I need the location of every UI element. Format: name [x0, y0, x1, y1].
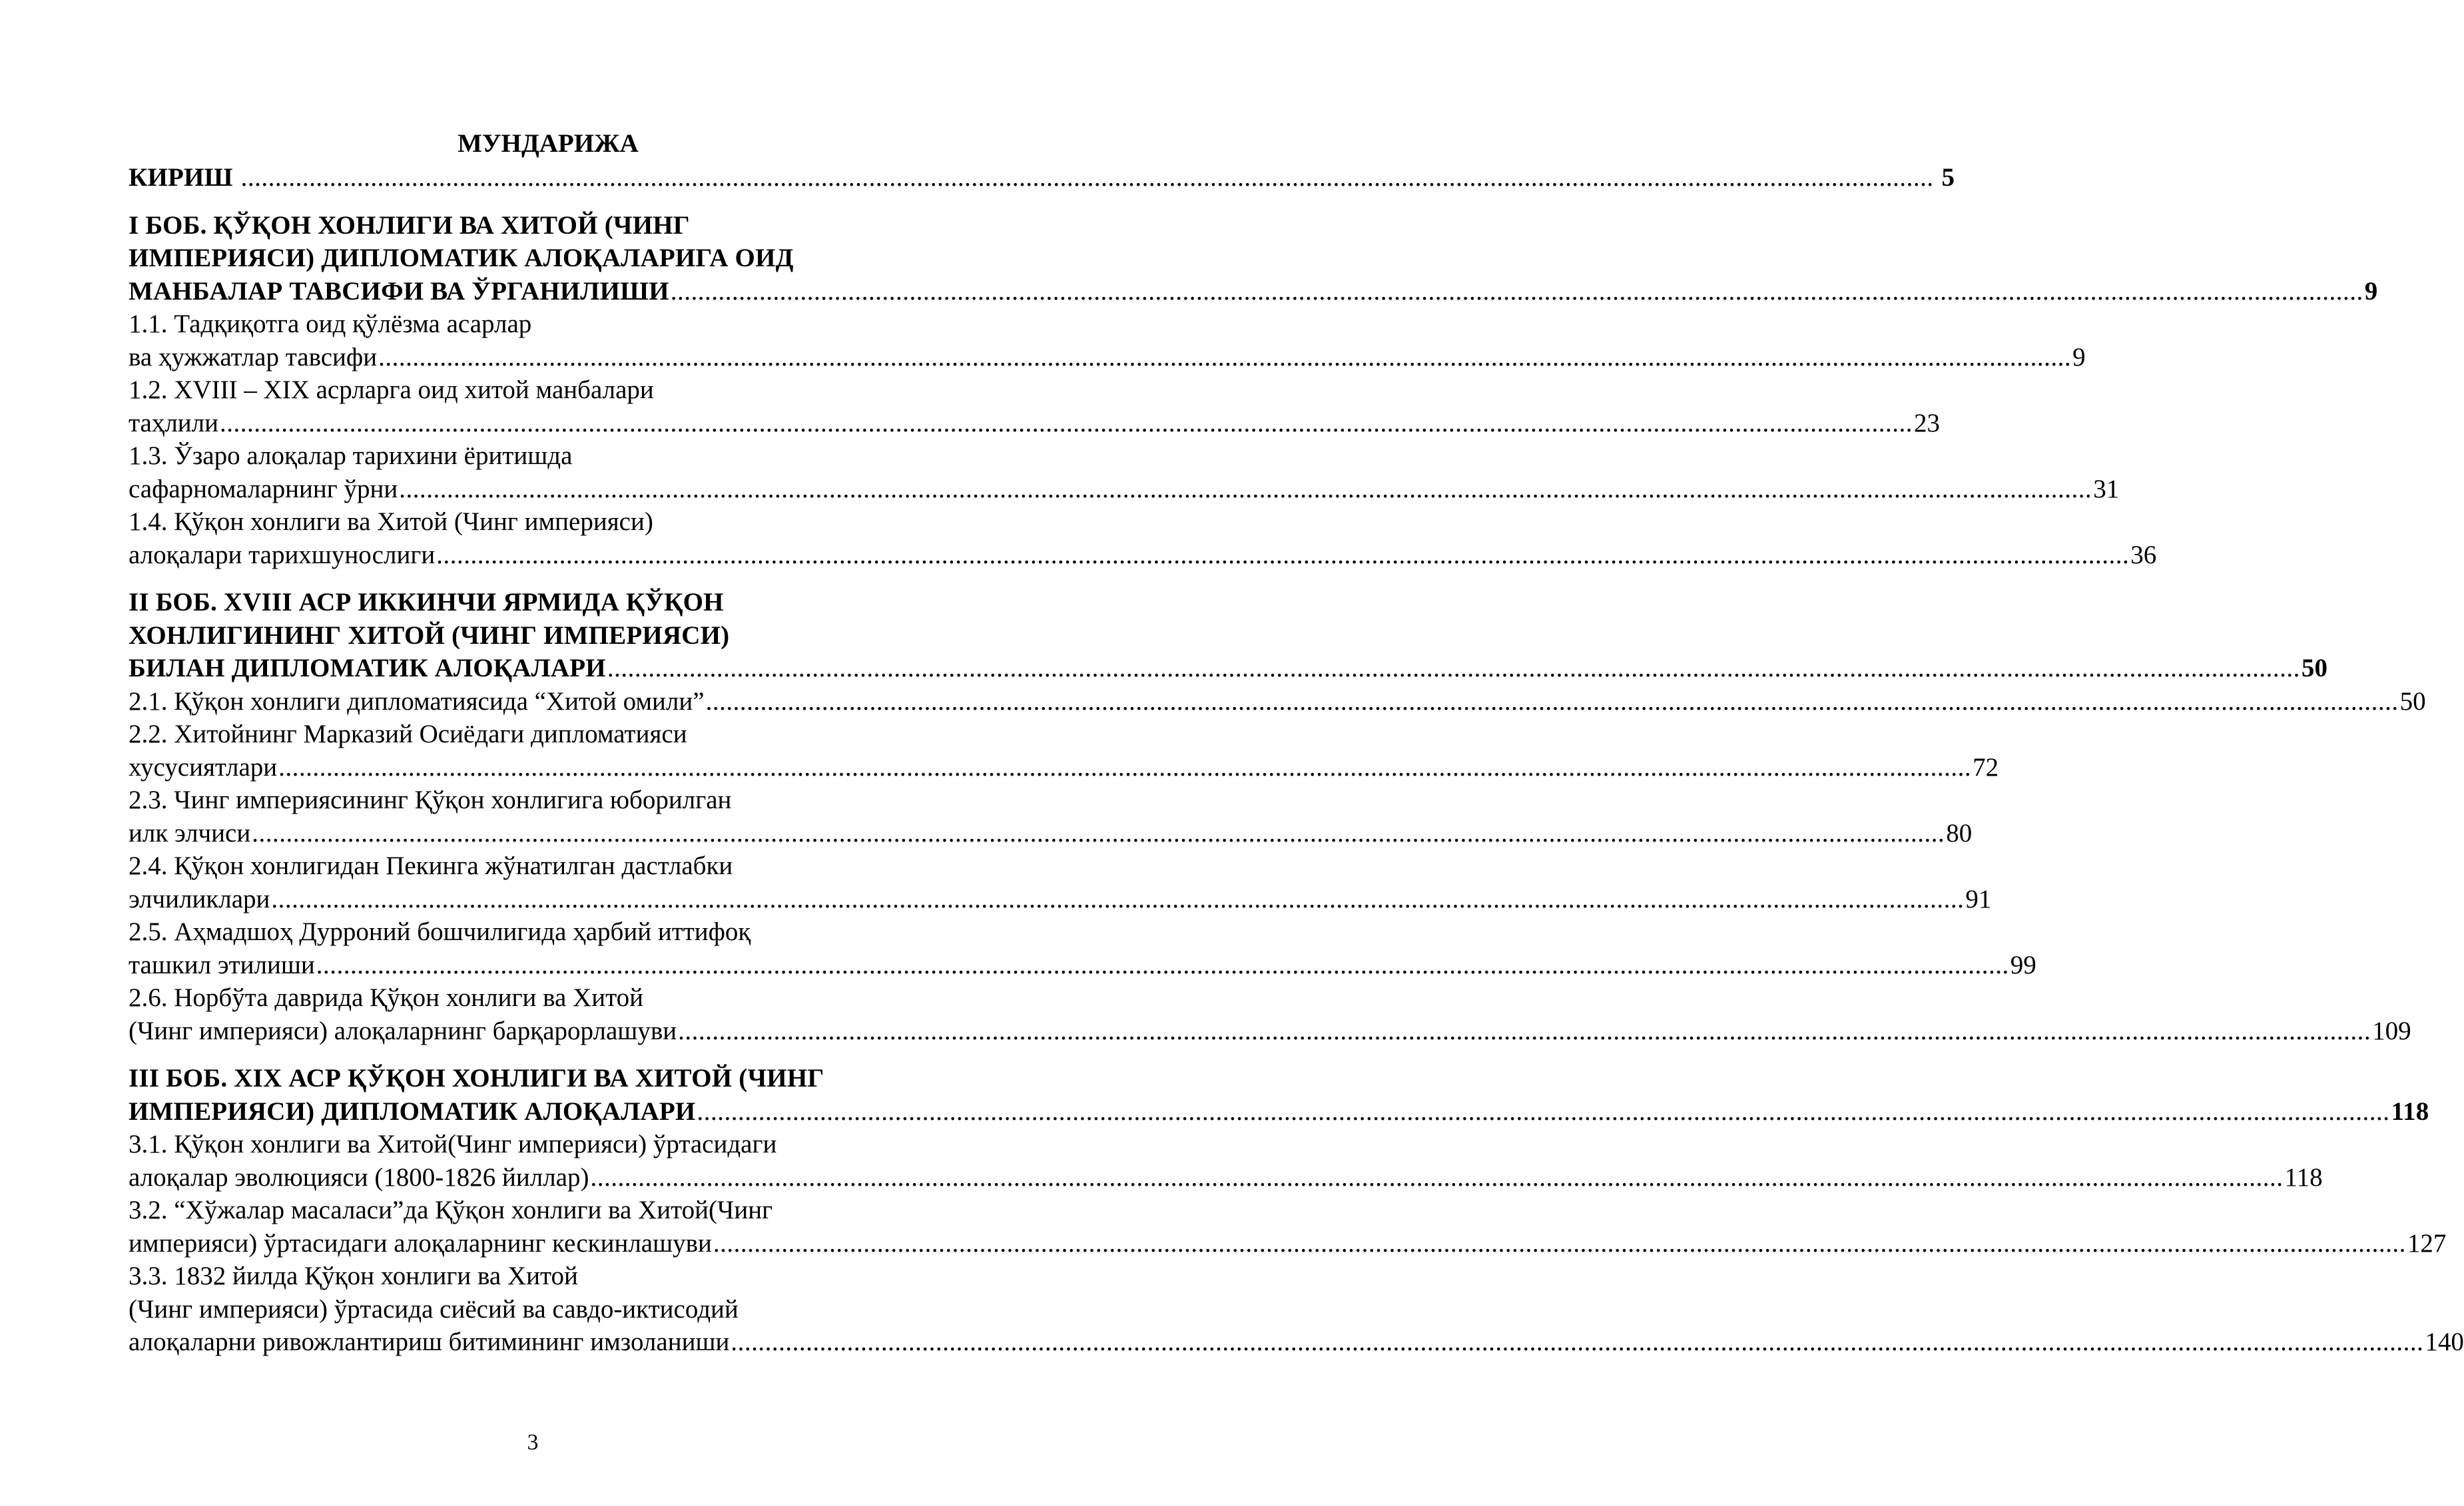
- toc-chapter-heading[interactable]: [129, 586, 2328, 685]
- dot-leader: [671, 277, 2363, 306]
- dot-leader: [591, 1163, 2284, 1192]
- toc-entry-text: 2.2. Хитойнинг Марказий Осиёдаги дипломатияси: [129, 720, 687, 748]
- toc-entry-text: II БОБ. XVIII АСР ИККИНЧИ ЯРМИДА ҚЎҚОН: [129, 588, 724, 617]
- toc-section-entry[interactable]: [129, 1194, 2447, 1260]
- toc-section-entry[interactable]: [129, 439, 2120, 505]
- dot-leader: [607, 654, 2300, 682]
- toc-entry-text: алоқалари тарихшунослиги: [129, 540, 436, 569]
- table-of-contents: [129, 126, 2464, 1359]
- dot-leader: [278, 753, 1971, 782]
- dot-leader: [436, 541, 2129, 569]
- dot-leader: [731, 1328, 2423, 1356]
- toc-entry-text: МАНБАЛАР ТАВСИФИ ВА ЎРГАНИЛИШИ: [129, 276, 669, 306]
- toc-entry-text: 3.2. “Хўжалар масаласи”да Қўқон хонлиги ва Хитой(Чинг: [129, 1196, 773, 1224]
- toc-page-number: 127: [2407, 1228, 2447, 1258]
- toc-page-number: 80: [1946, 818, 1973, 848]
- toc-entry-text: 1.1. Тадқиқотга оид қўлёзма асарлар: [129, 310, 532, 338]
- dot-leader: [399, 475, 2092, 503]
- toc-page-number: 118: [2284, 1162, 2323, 1192]
- dot-leader: [271, 885, 1964, 913]
- toc-entry-text: ва ҳужжатлар тавсифи: [129, 342, 378, 372]
- toc-section-entry[interactable]: [129, 374, 1940, 439]
- toc-entry-text: 2.6. Норбўта даврида Қўқон хонлиги ва Хитой: [129, 983, 643, 1012]
- toc-page-number: 23: [1914, 408, 1940, 437]
- toc-entry-text: 1.4. Қўқон хонлиги ва Хитой (Чинг империяси): [129, 507, 653, 536]
- toc-entry-text: I БОБ. ҚЎҚОН ХОНЛИГИ ВА ХИТОЙ (ЧИНГ: [129, 210, 690, 240]
- toc-entry-text: ташкил этилиши: [129, 950, 315, 979]
- dot-leader: [706, 687, 2399, 716]
- toc-entry-text: 1.3. Ўзаро алоқалар тарихини ёритишда: [129, 441, 573, 470]
- dot-leader: [241, 163, 1934, 192]
- toc-entry-text: 2.5. Аҳмадшоҳ Дурроний бошчилигида ҳарбий иттифоқ: [129, 917, 751, 946]
- dot-leader: [713, 1229, 2406, 1258]
- toc-entry-text: илк элчиси: [129, 818, 251, 848]
- dot-leader: [378, 343, 2071, 372]
- toc-page-number: 72: [1973, 752, 1999, 782]
- toc-entry-text: 1.2. XVIII – XIX асрларга оид хитой манбалари: [129, 376, 654, 404]
- toc-entry-text: 2.1. Қўқон хонлиги дипломатиясида “Хитой омили”: [129, 686, 705, 716]
- toc-section-entry[interactable]: [129, 915, 2036, 981]
- toc-section-entry[interactable]: [129, 981, 2411, 1047]
- toc-entry-text: 2.4. Қўқон хонлигидан Пекинга жўнатилган дастлабки: [129, 852, 733, 880]
- page-number: 3: [527, 1430, 539, 1455]
- toc-section-entry[interactable]: [129, 718, 1999, 784]
- toc-section-entry[interactable]: [129, 1260, 2464, 1359]
- dot-leader: [697, 1097, 2389, 1126]
- toc-entry-text: элчиликлари: [129, 884, 270, 913]
- toc-title: МУНДАРИЖА: [458, 129, 639, 158]
- toc-entry-text: КИРИШ: [129, 163, 233, 192]
- dot-leader: [316, 951, 2009, 979]
- toc-section-entry[interactable]: [129, 850, 1992, 915]
- toc-section-entry[interactable]: [129, 308, 2086, 374]
- toc-page-number: 9: [2072, 342, 2086, 372]
- toc-chapter-heading[interactable]: [129, 1062, 2429, 1128]
- toc-page-number: 50: [2399, 686, 2426, 716]
- toc-page-number: 5: [1941, 163, 1955, 192]
- toc-page-number: 36: [2130, 540, 2157, 569]
- toc-entry-text: империяси) ўртасидаги алоқаларнинг кескинлашуви: [129, 1228, 712, 1258]
- toc-entry-text: БИЛАН ДИПЛОМАТИК АЛОҚАЛАРИ: [129, 654, 606, 682]
- toc-entry-text: 3.1. Қўқон хонлиги ва Хитой(Чинг империяси) ўртасидаги: [129, 1130, 777, 1158]
- toc-entry-text: 2.3. Чинг империясининг Қўқон хонлигига юборилган: [129, 786, 732, 814]
- toc-entry-intro[interactable]: [129, 161, 1955, 194]
- dot-leader: [220, 409, 1913, 437]
- toc-entry-text: (Чинг империяси) алоқаларнинг барқарорлашуви: [129, 1016, 677, 1045]
- toc-section-entry[interactable]: [129, 1128, 2323, 1194]
- toc-page-number: 50: [2301, 654, 2328, 682]
- toc-section-entry[interactable]: [129, 505, 2157, 571]
- toc-entry-text: 3.3. 1832 йилда Қўқон хонлиги ва Хитой: [129, 1262, 578, 1290]
- toc-entry-text: ХОНЛИГИНИНГ ХИТОЙ (ЧИНГ ИМПЕРИЯСИ): [129, 621, 730, 650]
- toc-page-number: 118: [2391, 1097, 2429, 1126]
- dot-leader: [252, 819, 1945, 848]
- toc-entry-text: ИМПЕРИЯСИ) ДИПЛОМАТИК АЛОҚАЛАРИГА ОИД: [129, 244, 794, 272]
- toc-entry-text: ИМПЕРИЯСИ) ДИПЛОМАТИК АЛОҚАЛАРИ: [129, 1097, 696, 1126]
- toc-entry-text: алоқалар эволюцияси (1800-1826 йиллар): [129, 1162, 589, 1192]
- toc-entry-text: III БОБ. XIX АСР ҚЎҚОН ХОНЛИГИ ВА ХИТОЙ (ЧИНГ: [129, 1064, 824, 1093]
- toc-page-number: 140: [2425, 1328, 2464, 1356]
- toc-chapters: [129, 209, 2464, 1359]
- toc-section-entry[interactable]: [129, 784, 1973, 850]
- toc-chapter-heading[interactable]: [129, 209, 2378, 308]
- toc-entry-text: алоқаларни ривожлантириш битимининг имзоланиши: [129, 1328, 730, 1356]
- toc-page-number: 9: [2364, 276, 2378, 306]
- toc-section-entry[interactable]: [129, 685, 2426, 718]
- toc-page-number: 109: [2372, 1016, 2411, 1045]
- toc-entry-text: (Чинг империяси) ўртасида сиёсий ва савдо-иктисодий: [129, 1294, 739, 1324]
- toc-page-number: 31: [2093, 474, 2120, 503]
- dot-leader: [678, 1017, 2371, 1045]
- toc-page-number: 91: [1965, 884, 1992, 913]
- toc-entry-text: сафарномаларнинг ўрни: [129, 474, 398, 503]
- toc-entry-text: хусусиятлари: [129, 752, 278, 782]
- toc-entry-text: таҳлили: [129, 408, 218, 437]
- toc-page-number: 99: [2010, 950, 2036, 979]
